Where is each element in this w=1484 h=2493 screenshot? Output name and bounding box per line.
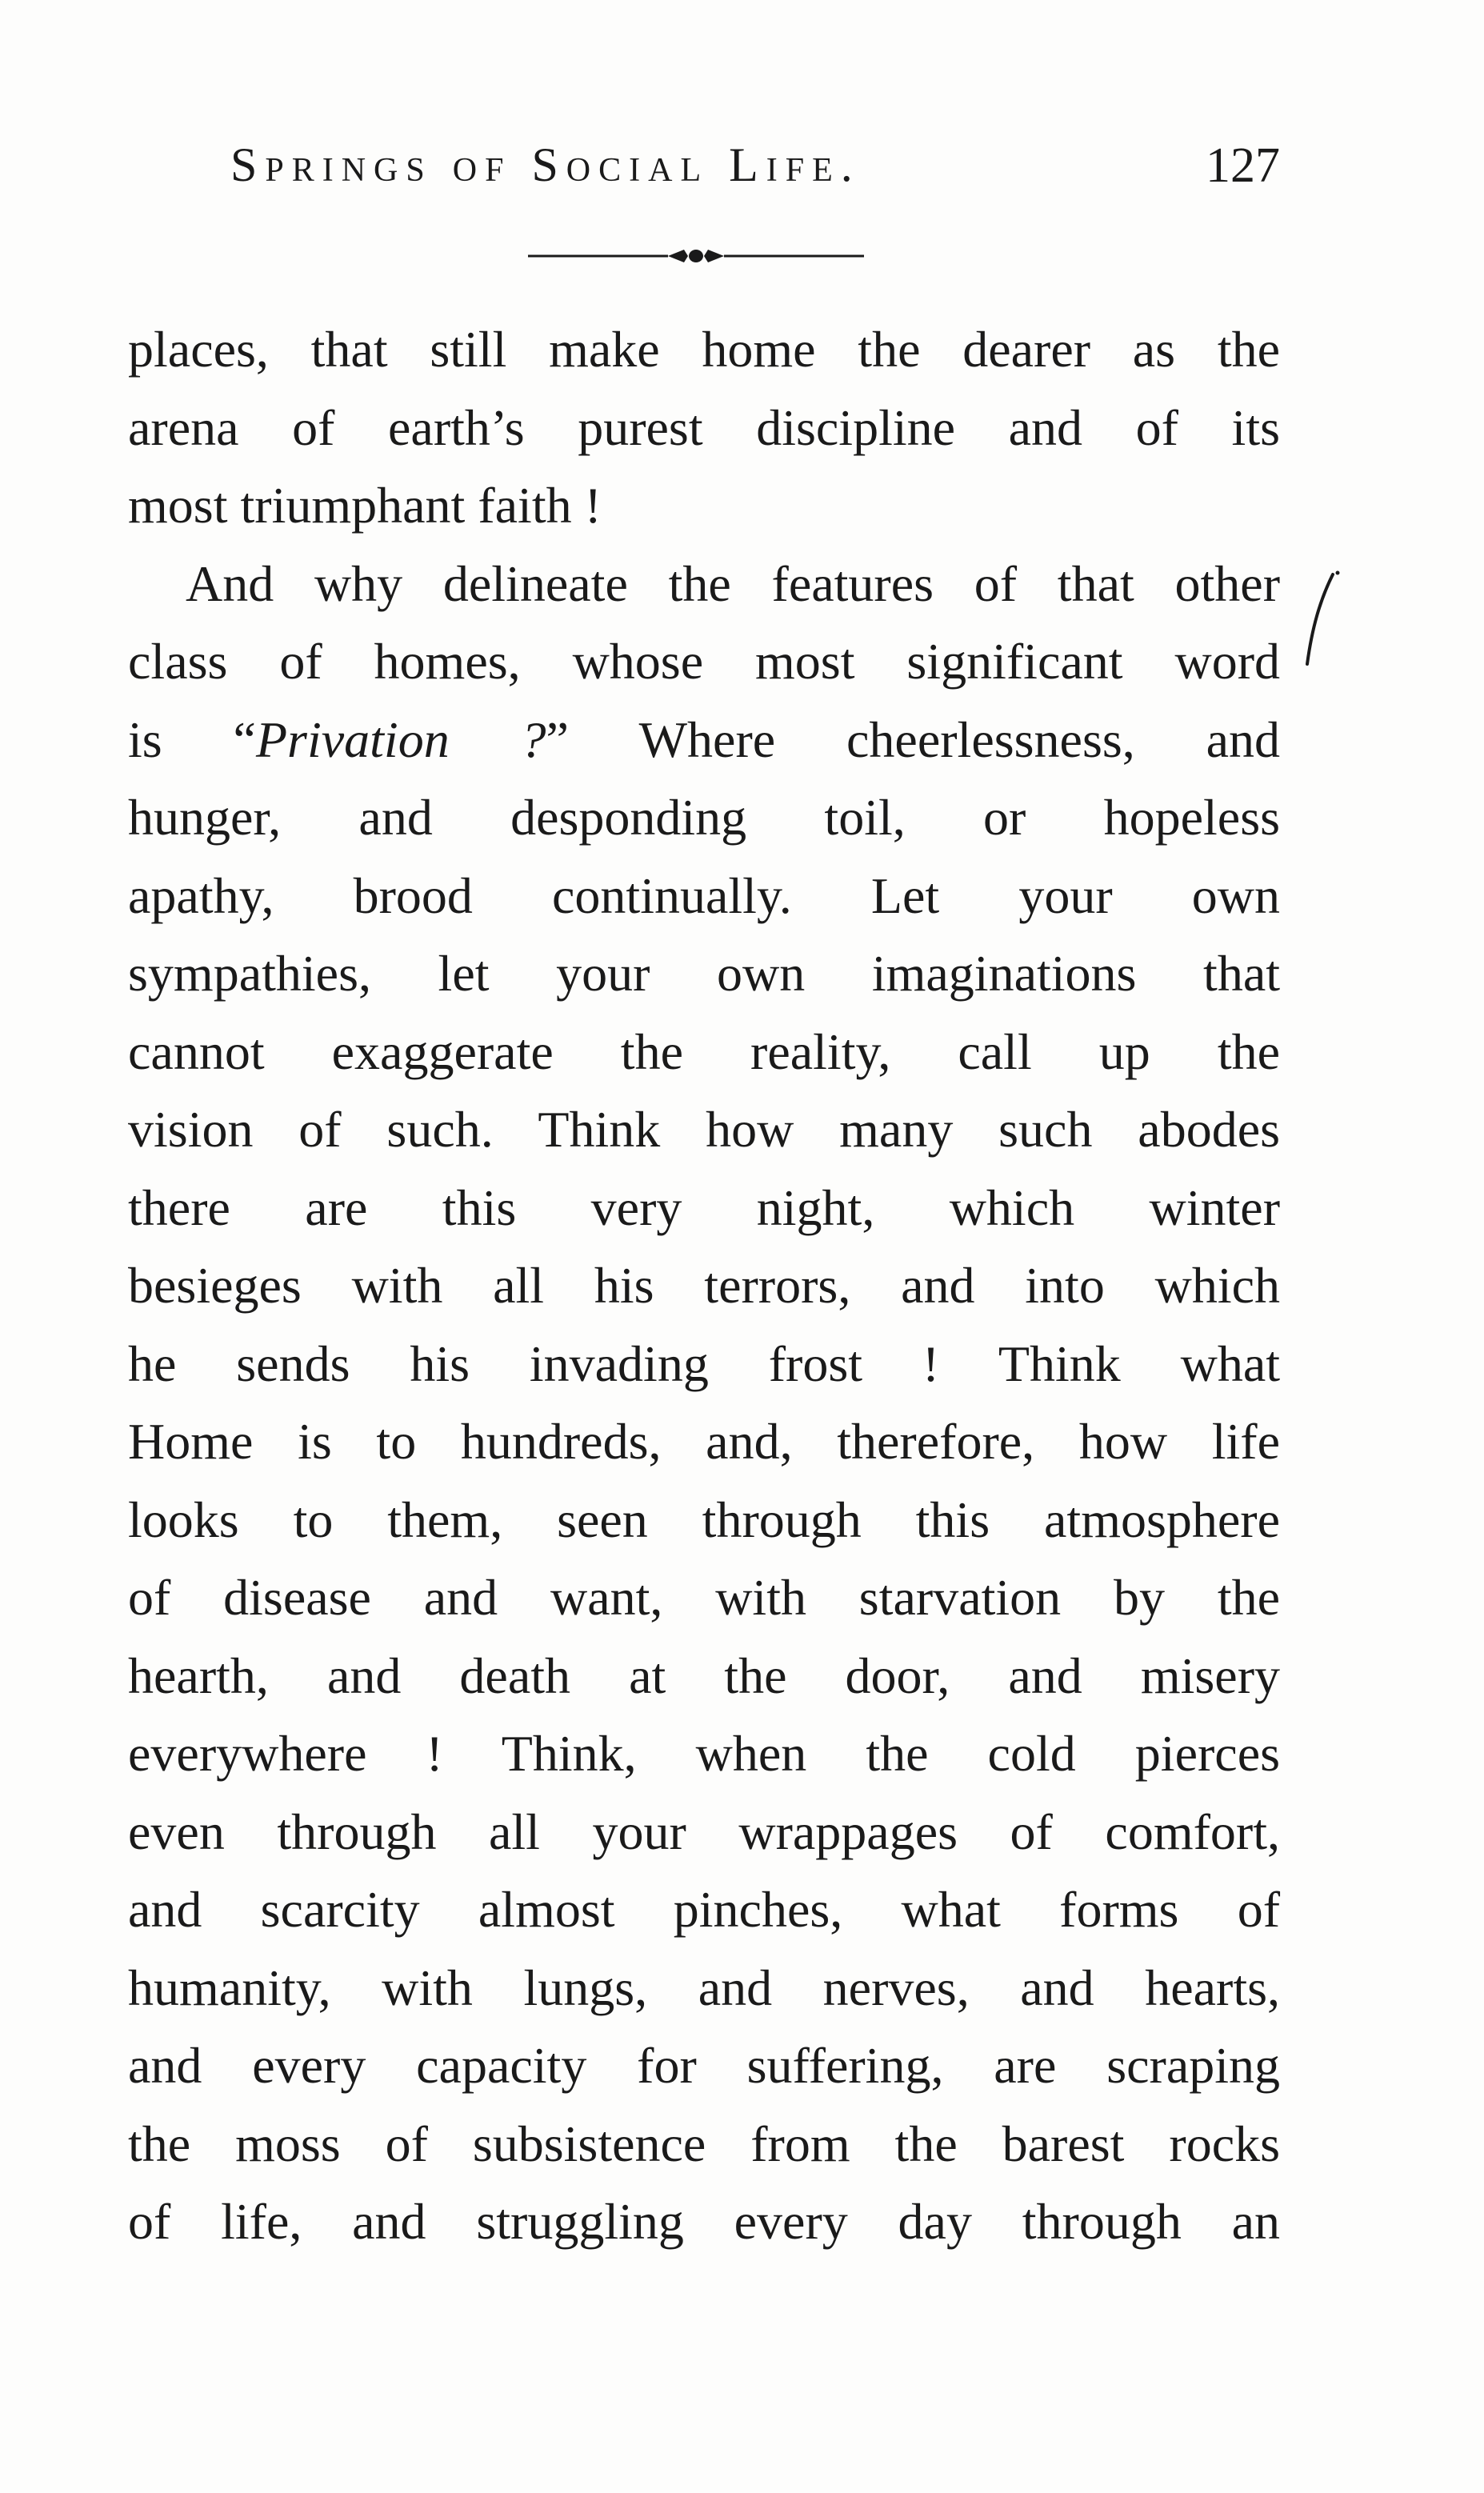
text-line: sympathies, let your own imaginations that bbox=[128, 945, 1280, 1002]
text-line: even through all your wrappages of comfort, bbox=[128, 1803, 1280, 1860]
text-line: most triumphant faith ! bbox=[128, 477, 602, 534]
text-line bbox=[128, 701, 1280, 779]
text-line: And why delineate the features of that other bbox=[186, 554, 1280, 612]
text-line: apathy, brood continually. Let your own bbox=[128, 866, 1280, 924]
text-line: and scarcity almost pinches, what forms of bbox=[128, 1881, 1280, 1938]
text-line: hearth, and death at the door, and misery bbox=[128, 1647, 1280, 1704]
text-run: is “ bbox=[128, 710, 256, 768]
text-line: and every capacity for suffering, are scraping bbox=[128, 2037, 1280, 2094]
rule-ornament-icon bbox=[528, 246, 864, 266]
body-text bbox=[128, 310, 1280, 2261]
text-line: the moss of subsistence from the barest rocks bbox=[128, 2115, 1280, 2172]
text-line: hunger, and desponding toil, or hopeless bbox=[128, 789, 1280, 846]
text-line: of disease and want, with starvation by the bbox=[128, 1569, 1280, 1626]
italic-term: Privation ? bbox=[255, 710, 546, 768]
text-line: everywhere ! Think, when the cold pierces bbox=[128, 1725, 1280, 1782]
text-line: looks to them, seen through this atmosphere bbox=[128, 1491, 1280, 1548]
running-head bbox=[128, 138, 1280, 210]
pencil-bracket-mark-icon bbox=[1296, 568, 1344, 672]
text-line: cannot exaggerate the reality, call up the bbox=[128, 1022, 1280, 1080]
running-title: Springs of Social Life. bbox=[230, 138, 861, 191]
text-line: humanity, with lungs, and nerves, and hearts, bbox=[128, 1959, 1280, 2016]
paragraph bbox=[128, 310, 1280, 545]
text-line: of life, and struggling every day through an bbox=[128, 2193, 1280, 2250]
text-line: besieges with all his terrors, and into which bbox=[128, 1257, 1280, 1314]
page-number: 127 bbox=[1206, 138, 1280, 193]
text-run: ” Where cheerlessness, and bbox=[546, 710, 1280, 768]
paragraph bbox=[128, 545, 1280, 2261]
text-line: arena of earth’s purest discipline and of its bbox=[128, 398, 1280, 456]
text-line: Home is to hundreds, and, therefore, how life bbox=[128, 1413, 1280, 1470]
text-line: he sends his invading frost ! Think what bbox=[128, 1335, 1280, 1392]
text-line: places, that still make home the dearer as the bbox=[128, 321, 1280, 378]
text-line: vision of such. Think how many such abodes bbox=[128, 1101, 1280, 1158]
text-line: class of homes, whose most significant word bbox=[128, 633, 1280, 690]
text-line: there are this very night, which winter bbox=[128, 1178, 1280, 1236]
